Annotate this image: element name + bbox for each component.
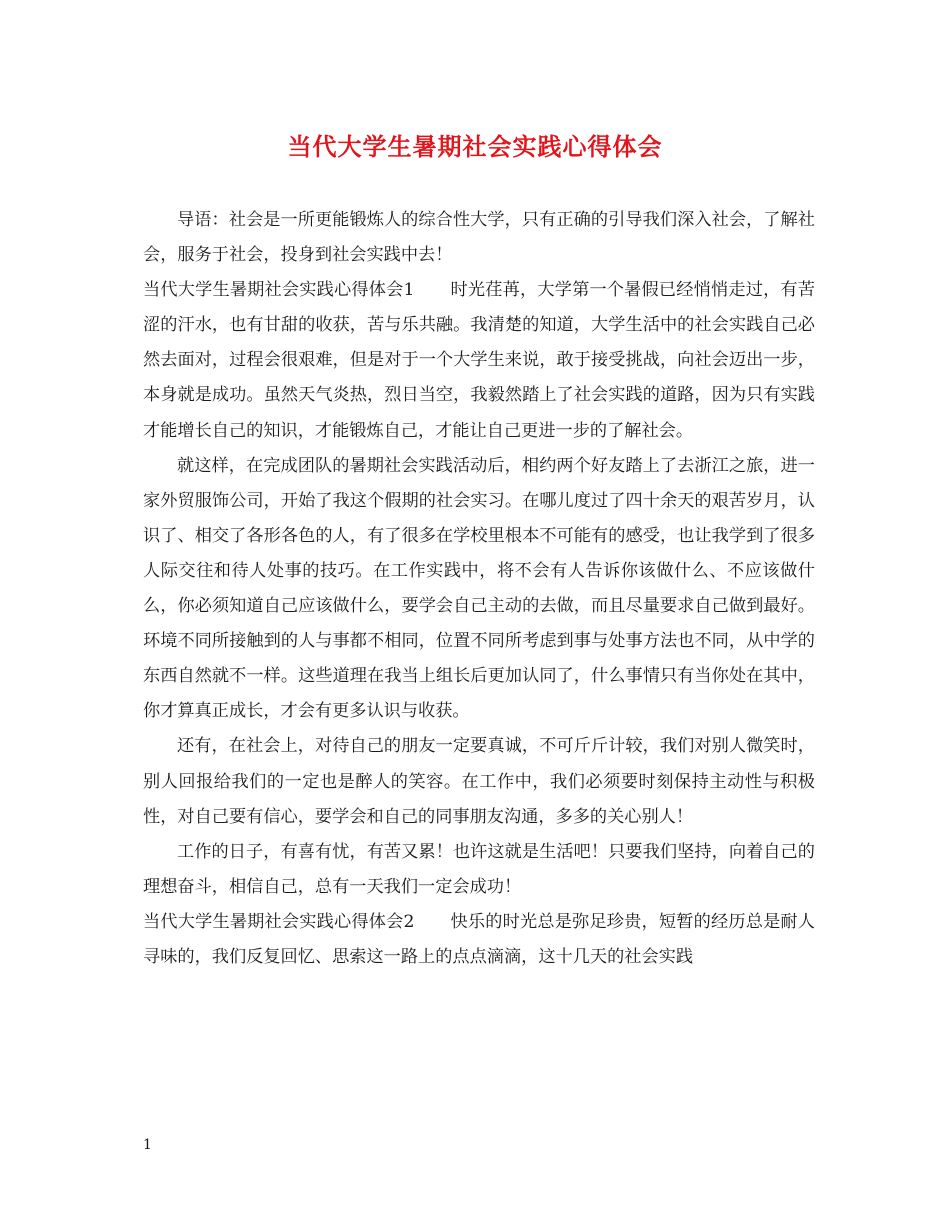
body-paragraph: 还有，在社会上，对待自己的朋友一定要真诚，不可斤斤计较，我们对别人微笑时，别人回报给我们的一定也是醉人的笑容。在工作中，我们必须要时刻保持主动性与积极性，对自己要有信心，要学会和自己的同事朋友沟通，多多的关心别人！: [143, 736, 815, 827]
section-2-first-paragraph: 快乐的时光总是弥足珍贵，短暂的经历总是耐人寻味的，我们反复回忆、思索这一路上的点点滴滴，这十几天的社会实践: [143, 911, 815, 967]
page-number: 1: [143, 1137, 152, 1153]
document-title: 当代大学生暑期社会实践心得体会: [287, 132, 663, 161]
body-paragraph: 就这样，在完成团队的暑期社会实践活动后，相约两个好友踏上了去浙江之旅，进一家外贸服饰公司，开始了我这个假期的社会实习。在哪儿度过了四十余天的艰苦岁月，认识了、相交了各形各色的人，有了很多在学校里根本不可能有的感受，也让我学到了很多人际交往和待人处事的技巧。在工作实践中，将不会有人告诉你该做什么、不应该做什么，你必须知道自己应该做什么，要学会自己主动的去做，而且尽量要求自己做到最好。环境不同所接触到的人与事都不相同，位置不同所考虑到事与处事方法也不同，从中学的东西自然就不一样。这些道理在我当上组长后更加认同了，什么事情只有当你处在其中，你才算真正成长，才会有更多认识与收获。: [143, 455, 815, 722]
section-2-paragraph: [143, 905, 815, 975]
section-2-heading: 当代大学生暑期社会实践心得体会2: [143, 911, 415, 932]
section-1-first-paragraph: 时光荏苒，大学第一个暑假已经悄悄走过，有苦涩的汗水，也有甘甜的收获，苦与乐共融。我清楚的知道，大学生活中的社会实践自己必然去面对，过程会很艰难，但是对于一个大学生来说，敢于接受挑战，向社会迈出一步，本身就是成功。虽然天气炎热，烈日当空，我毅然踏上了社会实践的道路，因为只有实践才能增长自己的知识，才能锻炼自己，才能让自己更进一步的了解社会。: [143, 280, 815, 441]
section-1-heading: 当代大学生暑期社会实践心得体会1: [143, 280, 415, 301]
body-paragraph: 工作的日子，有喜有忧，有苦又累！也许这就是生活吧！只要我们坚持，向着自己的理想奋斗，相信自己，总有一天我们一定会成功！: [143, 841, 815, 897]
intro-paragraph: 导语：社会是一所更能锻炼人的综合性大学，只有正确的引导我们深入社会，了解社会，服务于社会，投身到社会实践中去！: [143, 210, 815, 266]
section-1-paragraph: [143, 273, 815, 448]
document-body: [143, 203, 815, 975]
